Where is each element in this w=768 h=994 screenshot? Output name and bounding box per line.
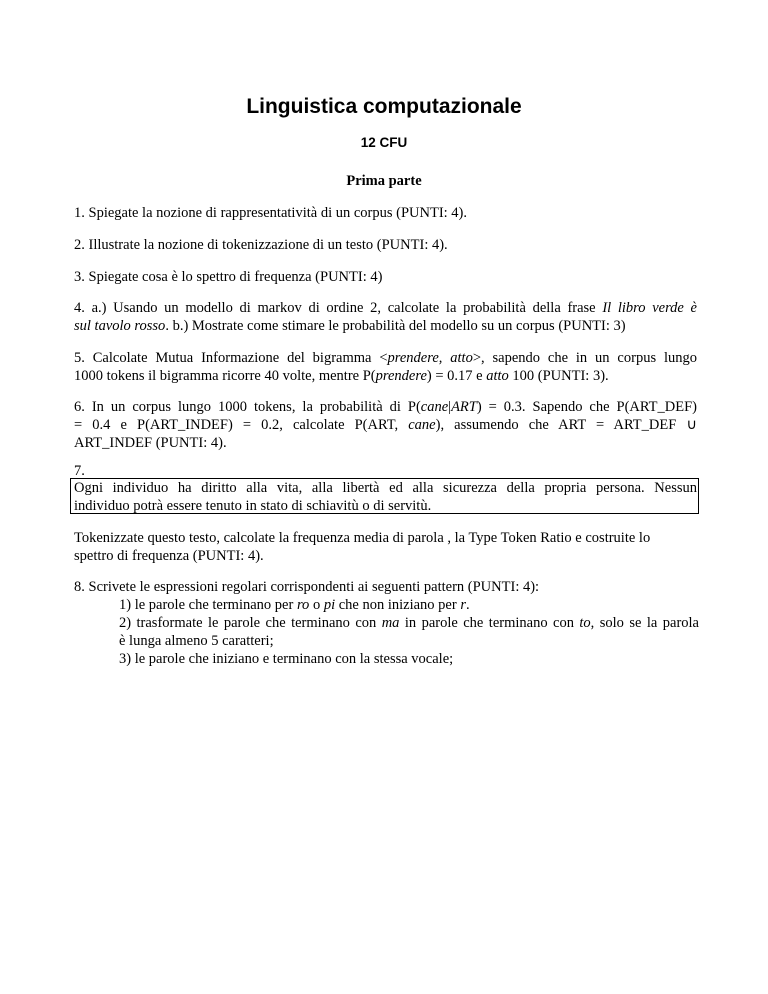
question-7-task-line-2: spettro di frequenza (PUNTI: 4).	[74, 548, 264, 564]
question-8-item-3: 3) le parole che iniziano e terminano con la stessa vocale;	[119, 651, 454, 667]
question-1: 1. Spiegate la nozione di rappresentatività di un corpus (PUNTI: 4).	[74, 205, 468, 221]
question-6-line-2: = 0.4 e P(ART_INDEF) = 0.2, calcolate P(ART, cane), assumendo che ART = ART_DEF ∪	[74, 417, 697, 433]
question-6-line-1: 6. In un corpus lungo 1000 tokens, la probabilità di P(cane|ART) = 0.3. Sapendo che P(ART_DEF)	[74, 399, 697, 415]
question-7-number: 7.	[74, 463, 85, 479]
question-6-line-3: ART_INDEF (PUNTI: 4).	[74, 435, 227, 451]
section-heading: Prima parte	[346, 173, 422, 189]
question-7-task-line-1: Tokenizzate questo testo, calcolate la frequenza media di parola , la Type Token Ratio e costruite lo	[74, 530, 651, 546]
credits-label: 12 CFU	[360, 135, 408, 150]
question-7-task	[74, 529, 697, 565]
question-2: 2. Illustrate la nozione di tokenizzazione di un testo (PUNTI: 4).	[74, 237, 448, 253]
question-4	[74, 299, 697, 335]
quoted-text	[74, 479, 697, 515]
question-5-line-1: 5. Calcolate Mutua Informazione del bigramma <prendere, atto>, sapendo che in un corpus lungo	[74, 350, 697, 366]
question-4-line-2: sul tavolo rosso. b.) Mostrate come stimare le probabilità del modello su un corpus (PUNTI: 3)	[74, 318, 626, 334]
question-4-line-1: 4. a.) Usando un modello di markov di ordine 2, calcolate la probabilità della frase Il libro verde è	[74, 300, 697, 316]
question-5	[74, 349, 697, 385]
question-8-item-1: 1) le parole che terminano per ro o pi che non iniziano per r.	[119, 597, 470, 613]
question-8-intro: 8. Scrivete le espressioni regolari corrispondenti ai seguenti pattern (PUNTI: 4):	[74, 579, 540, 595]
question-8-item-2-line-2: è lunga almeno 5 caratteri;	[119, 633, 274, 649]
question-5-line-2: 1000 tokens il bigramma ricorre 40 volte, mentre P(prendere) = 0.17 e atto 100 (PUNTI: 3).	[74, 368, 609, 384]
question-8-item-2	[119, 614, 699, 650]
document-title: Linguistica computazionale	[246, 95, 522, 118]
question-3: 3. Spiegate cosa è lo spettro di frequenza (PUNTI: 4)	[74, 269, 383, 285]
quoted-text-line-1: Ogni individuo ha diritto alla vita, alla libertà ed alla sicurezza della propria persona. Nessun	[74, 480, 697, 496]
question-6	[74, 398, 697, 452]
quoted-text-line-2: individuo potrà essere tenuto in stato di schiavitù o di servitù.	[74, 498, 432, 514]
question-8-item-2-line-1: 2) trasformate le parole che terminano con ma in parole che terminano con to, solo se la parola	[119, 615, 699, 631]
